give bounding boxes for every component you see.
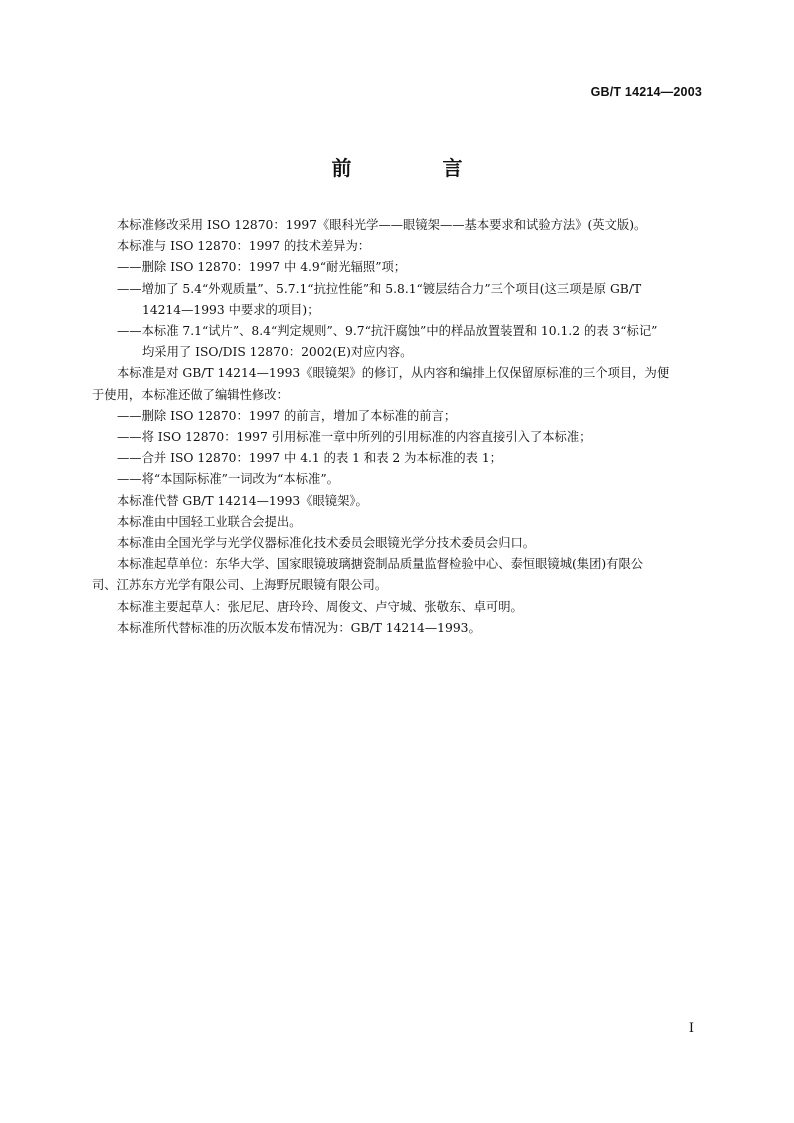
list-item-edit-foreword: ——删除 ISO 12870：1997 的前言，增加了本标准的前言；: [117, 408, 457, 423]
list-item-edit-references: ——将 ISO 12870：1997 引用标准一章中所列的引用标准的内容直接引入了本标准；: [117, 430, 592, 445]
paragraph-drafting-units: 本标准起草单位：东华大学、国家眼镜玻璃搪瓷制品质量监督检验中心、泰恒眼镜城(集团)有限公: [117, 557, 644, 572]
paragraph-administered-by: 本标准由全国光学与光学仪器标准化技术委员会眼镜光学分技术委员会归口。: [117, 536, 536, 551]
list-item-difference-adopt-cont: 均采用了 ISO/DIS 12870：2002(E)对应内容。: [142, 345, 413, 360]
paragraph-proposed-by: 本标准由中国轻工业联合会提出。: [117, 514, 302, 529]
paragraph-differences-intro: 本标准与 ISO 12870：1997 的技术差异为：: [117, 239, 371, 254]
standard-number: GB/T 14214—2003: [590, 85, 702, 99]
list-item-difference-delete: ——删除 ISO 12870：1997 中 4.9“耐光辐照”项；: [117, 260, 407, 275]
paragraph-drafters: 本标准主要起草人：张尼尼、唐玲玲、周俊文、卢守城、张敬东、卓可明。: [117, 599, 523, 614]
paragraph-replaces: 本标准代替 GB/T 14214—1993《眼镜架》。: [117, 493, 368, 508]
paragraph-previous-editions: 本标准所代替标准的历次版本发布情况为：GB/T 14214—1993。: [117, 620, 481, 635]
paragraph-revision-cont: 于使用，本标准还做了编辑性修改：: [92, 387, 289, 402]
paragraph-drafting-units-cont: 司、江苏东方光学有限公司、上海野尻眼镜有限公司。: [92, 578, 388, 593]
list-item-edit-tables: ——合并 ISO 12870：1997 中 4.1 的表 1 和表 2 为本标准的表 1；: [117, 451, 502, 466]
page-title: 前 言: [331, 156, 505, 180]
document-body: [92, 215, 704, 639]
list-item-difference-add-cont: 14214—1993 中要求的项目)；: [142, 302, 320, 317]
list-item-difference-add: ——增加了 5.4“外观质量”、5.7.1“抗拉性能”和 5.8.1“镀层结合力”三个项目(这三项是原 GB/T: [117, 281, 642, 296]
paragraph-revision: 本标准是对 GB/T 14214—1993《眼镜架》的修订，从内容和编排上仅保留原标准的三个项目，为便: [117, 366, 670, 381]
paragraph-adoption: 本标准修改采用 ISO 12870：1997《眼科光学——眼镜架——基本要求和试验方法》(英文版)。: [117, 218, 647, 232]
list-item-edit-wording: ——将“本国际标准”一词改为“本标准”。: [117, 472, 339, 487]
page-number: I: [688, 1021, 694, 1036]
list-item-difference-adopt: ——本标准 7.1“试片”、8.4“判定规则”、9.7“抗汗腐蚀”中的样品放置装置和 10.1.2 的表 3“标记”: [117, 324, 658, 339]
